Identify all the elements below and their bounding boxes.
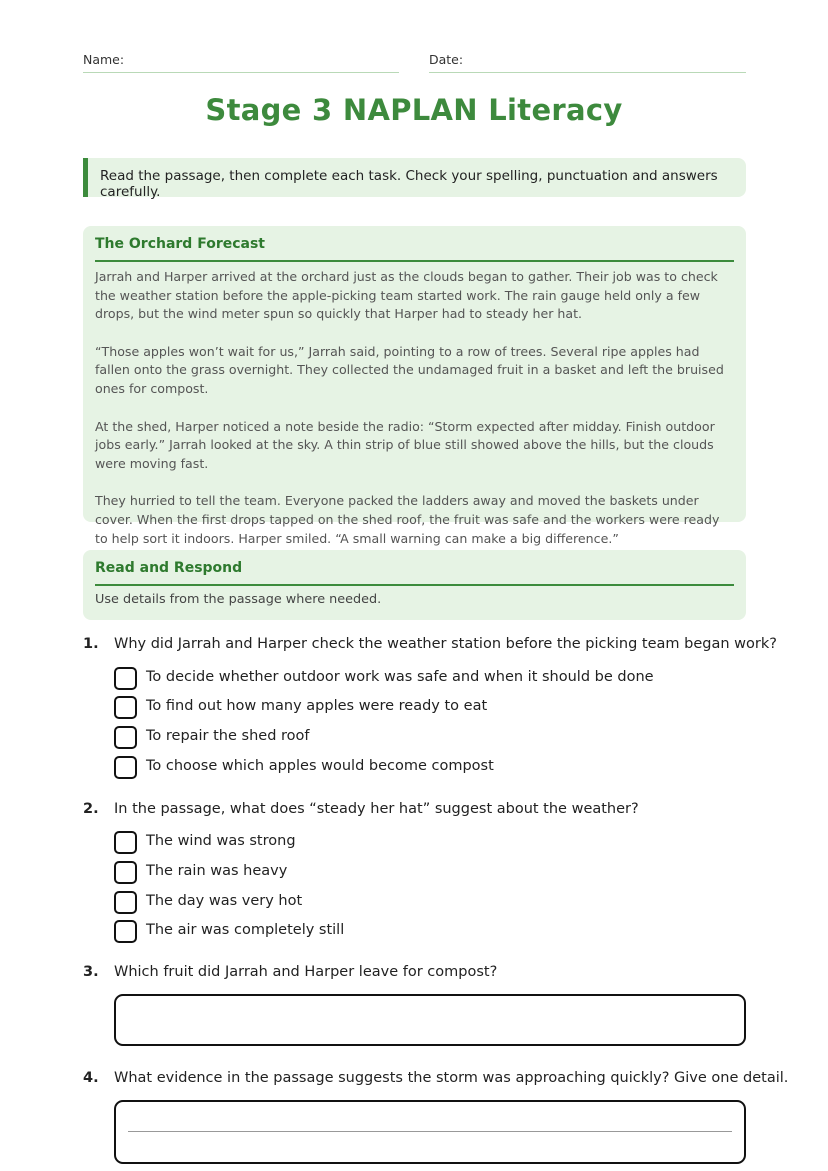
passage-paragraph: At the shed, Harper noticed a note beside the radio: “Storm expected after midday. Finish outdoor jobs early.” Jarrah looked at the sky. A thin strip of blue still showed above the hills, but the clouds were moving fast. bbox=[95, 418, 715, 471]
checkbox[interactable] bbox=[114, 920, 137, 943]
option-label: The rain was heavy bbox=[146, 863, 288, 879]
checkbox[interactable] bbox=[114, 696, 137, 719]
question-number: 1. bbox=[83, 636, 99, 652]
option-label: To choose which apples would become compost bbox=[146, 758, 494, 774]
checkbox[interactable] bbox=[114, 667, 137, 690]
respond-title: Read and Respond bbox=[95, 560, 734, 586]
option-label: To decide whether outdoor work was safe and when it should be done bbox=[146, 669, 654, 685]
option-label: To repair the shed roof bbox=[146, 728, 310, 744]
checkbox[interactable] bbox=[114, 726, 137, 749]
passage-paragraph: Jarrah and Harper arrived at the orchard just as the clouds began to gather. Their job was to check the weather station before the apple-picking team started work. The rain gauge held only a few drops, but the wind meter spun so quickly that Harper had to steady her hat. bbox=[95, 269, 718, 322]
option-label: The day was very hot bbox=[146, 893, 303, 909]
checkbox[interactable] bbox=[114, 891, 137, 914]
question-number: 4. bbox=[83, 1070, 99, 1086]
instructions-banner: Read the passage, then complete each task. Check your spelling, punctuation and answers carefully. bbox=[83, 158, 746, 197]
option-label: The air was completely still bbox=[146, 922, 345, 938]
question-2 bbox=[83, 801, 746, 945]
passage-paragraph: They hurried to tell the team. Everyone packed the ladders away and moved the baskets under cover. When the first drops tapped on the shed roof, the fruit was safe and the workers were ready to help sort it indoors. Harper smiled. “A small warning can make a big difference.” bbox=[95, 493, 720, 546]
checkbox[interactable] bbox=[114, 756, 137, 779]
option-label: The wind was strong bbox=[146, 833, 296, 849]
passage-title: The Orchard Forecast bbox=[95, 236, 734, 262]
question-text: What evidence in the passage suggests the storm was approaching quickly? Give one detail. bbox=[114, 1070, 789, 1086]
option-label: To find out how many apples were ready to eat bbox=[146, 698, 488, 714]
page-title: Stage 3 NAPLAN Literacy bbox=[205, 93, 623, 127]
name-label: Name: bbox=[83, 52, 125, 67]
question-number: 2. bbox=[83, 801, 99, 817]
question-3 bbox=[83, 964, 746, 1046]
question-text: In the passage, what does “steady her hat” suggest about the weather? bbox=[114, 801, 639, 817]
date-label: Date: bbox=[429, 52, 464, 67]
student-details-row bbox=[83, 52, 746, 74]
checkbox[interactable] bbox=[114, 831, 137, 854]
question-text: Which fruit did Jarrah and Harper leave for compost? bbox=[114, 964, 498, 980]
question-number: 3. bbox=[83, 964, 99, 980]
answer-box[interactable] bbox=[114, 994, 746, 1046]
passage-panel bbox=[83, 226, 746, 546]
date-field[interactable] bbox=[429, 52, 746, 73]
writing-line bbox=[128, 1131, 732, 1132]
question-text: Why did Jarrah and Harper check the weather station before the picking team began work? bbox=[114, 636, 777, 652]
question-1 bbox=[83, 636, 777, 782]
answer-box[interactable] bbox=[114, 1100, 746, 1164]
respond-subtitle: Use details from the passage where needed. bbox=[95, 592, 382, 607]
question-4 bbox=[83, 1070, 789, 1165]
respond-panel bbox=[83, 550, 746, 620]
checkbox[interactable] bbox=[114, 861, 137, 884]
passage-paragraph: “Those apples won’t wait for us,” Jarrah said, pointing to a row of trees. Several ripe apples had fallen onto the grass overnight. They collected the undamaged fruit in a basket and left the bruised ones for compost. bbox=[95, 343, 724, 396]
name-field[interactable] bbox=[83, 52, 399, 73]
